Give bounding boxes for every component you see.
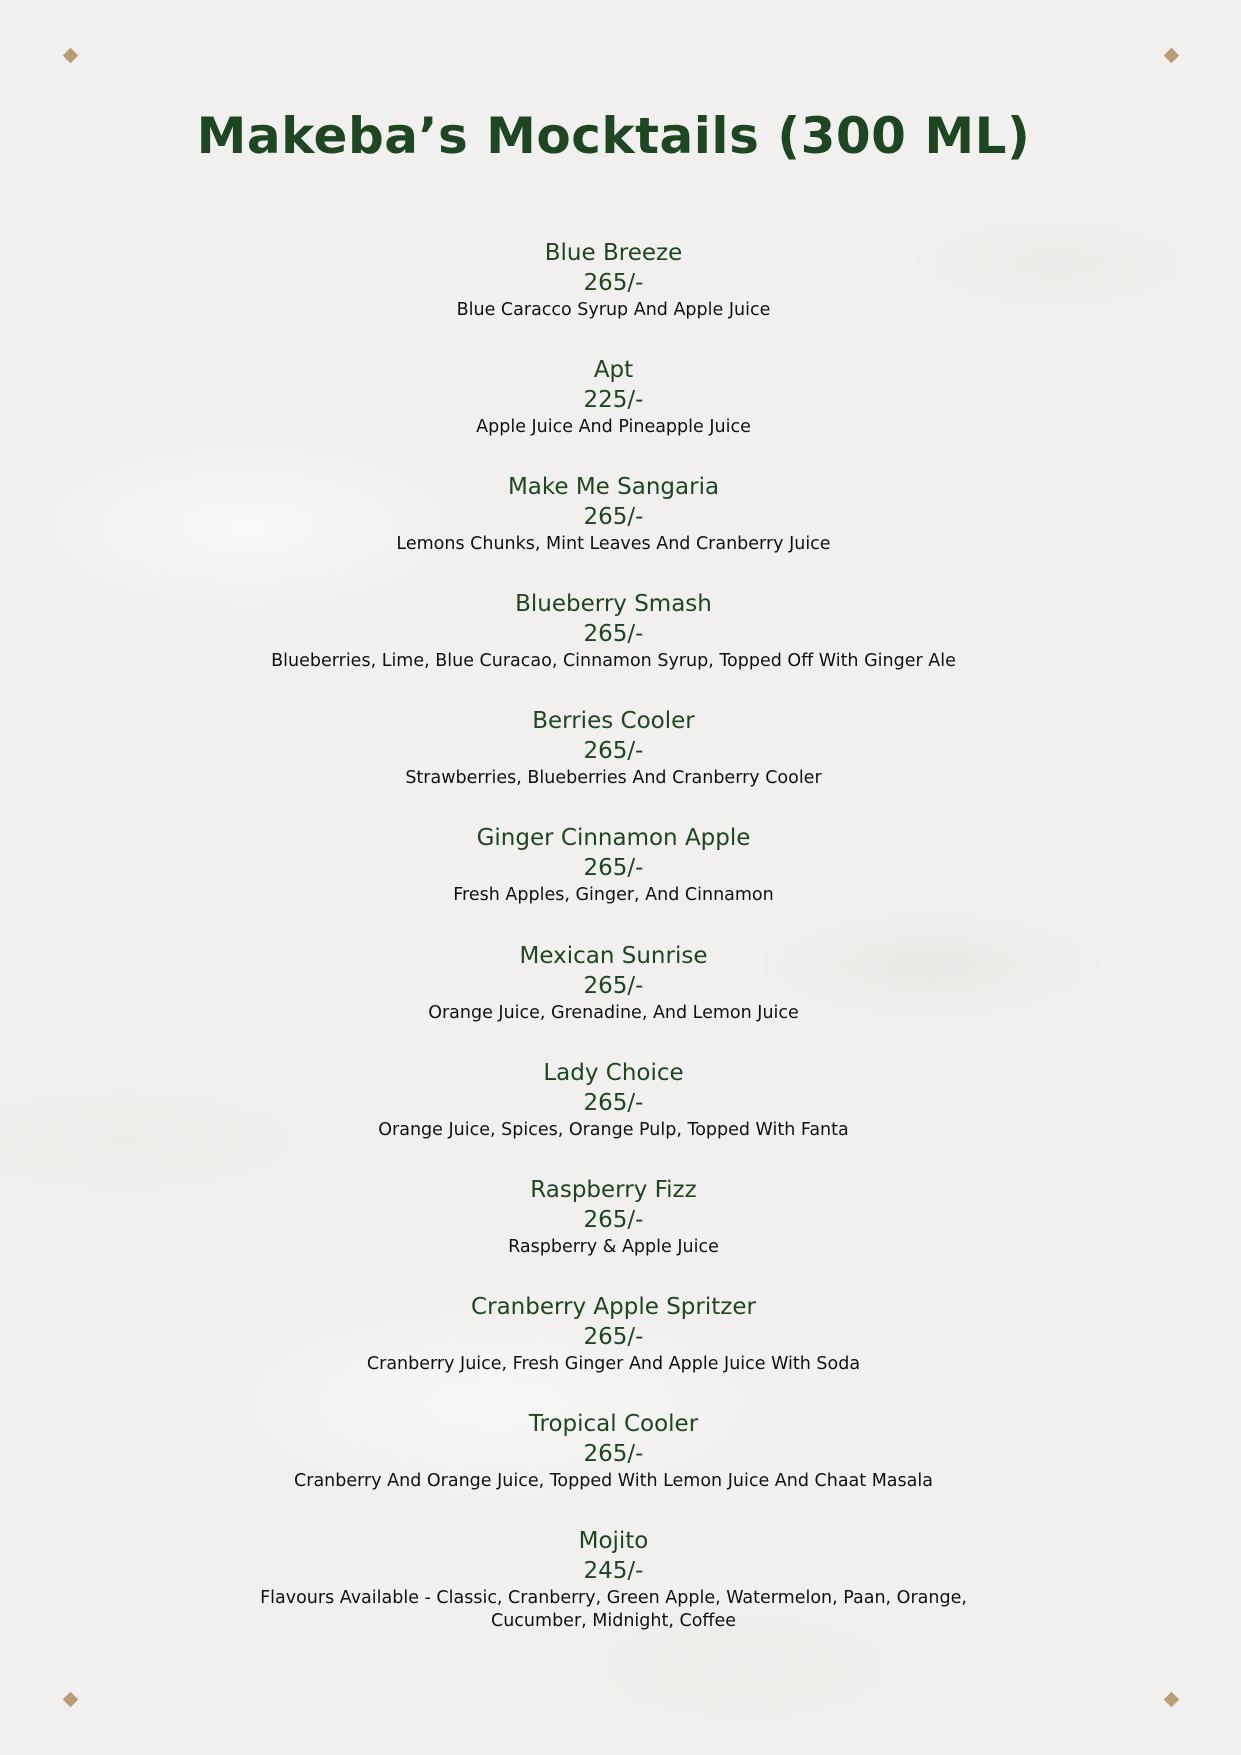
menu-item — [0, 706, 1227, 823]
item-name: Make Me Sangaria — [507, 474, 720, 501]
item-description: Blueberries, Lime, Blue Curacao, Cinnamon Syrup, Topped Off With Ginger Ale — [271, 651, 956, 672]
menu-item — [0, 589, 1227, 706]
item-description: Strawberries, Blueberries And Cranberry Cooler — [405, 768, 822, 789]
mocktail-menu-list — [0, 238, 1227, 1643]
item-description: Raspberry & Apple Juice — [508, 1236, 719, 1257]
item-price: 265/- — [583, 972, 644, 999]
item-name: Berries Cooler — [532, 708, 695, 735]
item-description-line: Cucumber, Midnight, Coffee — [491, 1611, 736, 1632]
item-name: Cranberry Apple Spritzer — [471, 1293, 756, 1320]
item-description: Cranberry Juice, Fresh Ginger And Apple Juice With Soda — [366, 1353, 861, 1374]
item-description-line: Flavours Available - Classic, Cranberry, Green Apple, Watermelon, Paan, Orange, — [260, 1588, 967, 1609]
menu-item — [0, 355, 1227, 472]
item-price: 245/- — [583, 1558, 644, 1585]
menu-item — [0, 1175, 1227, 1292]
item-price: 265/- — [583, 1440, 644, 1467]
item-description: Orange Juice, Grenadine, And Lemon Juice — [428, 1002, 799, 1023]
item-description — [0, 1587, 1227, 1633]
item-price: 265/- — [583, 1323, 644, 1350]
menu-item — [0, 941, 1227, 1058]
corner-ornament-bottom-left — [63, 1692, 79, 1708]
item-price: 265/- — [583, 1089, 644, 1116]
corner-ornament-bottom-right — [1164, 1692, 1180, 1708]
menu-item — [0, 1292, 1227, 1409]
item-price: 265/- — [583, 621, 644, 648]
item-description: Cranberry And Orange Juice, Topped With Lemon Juice And Chaat Masala — [294, 1470, 933, 1491]
item-name: Tropical Cooler — [528, 1410, 699, 1437]
item-price: 265/- — [583, 270, 644, 296]
item-name: Mojito — [578, 1528, 649, 1555]
item-price: 265/- — [583, 738, 644, 765]
item-price: 225/- — [583, 387, 644, 414]
item-name: Ginger Cinnamon Apple — [476, 825, 751, 852]
item-price: 265/- — [583, 1206, 644, 1233]
item-price: 265/- — [583, 504, 644, 531]
item-description: Lemons Chunks, Mint Leaves And Cranberry Juice — [396, 534, 831, 555]
corner-ornament-top-right — [1164, 48, 1180, 64]
item-description: Fresh Apples, Ginger, And Cinnamon — [453, 885, 774, 906]
item-description: Blue Caracco Syrup And Apple Juice — [456, 300, 771, 320]
item-description: Apple Juice And Pineapple Juice — [476, 417, 751, 438]
menu-item — [0, 238, 1227, 355]
item-name: Mexican Sunrise — [519, 942, 708, 969]
menu-item — [0, 1526, 1227, 1643]
item-price: 265/- — [583, 855, 644, 882]
item-name: Blue Breeze — [544, 240, 683, 266]
item-name: Raspberry Fizz — [530, 1176, 697, 1203]
menu-item — [0, 1058, 1227, 1175]
page-title: Makeba’s Mocktails (300 ML) — [196, 107, 1031, 165]
menu-item — [0, 1409, 1227, 1526]
item-name: Apt — [593, 357, 634, 384]
item-name: Lady Choice — [543, 1059, 684, 1086]
menu-item — [0, 823, 1227, 940]
item-name: Blueberry Smash — [515, 591, 712, 618]
menu-item — [0, 472, 1227, 589]
corner-ornament-top-left — [63, 48, 79, 64]
item-description: Orange Juice, Spices, Orange Pulp, Topped With Fanta — [378, 1119, 849, 1140]
